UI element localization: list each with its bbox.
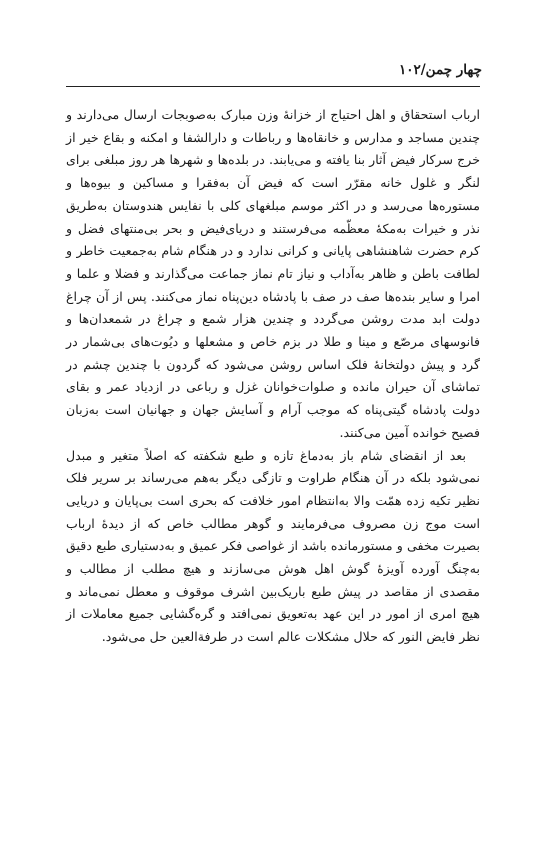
- paragraph: بعد از انقضای شام باز به‌دماغ تازه و طبع شکفته که اصلاً متغیر و مبدل نمی‌شود بلکه در آن هنگام طراوت و تازگی دیگر به‌هم می‌رساند بر سریر فلک نظیر تکیه زده همّت والا به‌انتظام امور خلافت که بحری است بی‌پایان و دریایی است موج زن مصروف می‌فرمایند و گوهر مطالب خاص که از دیدهٔ ارباب بصیرت مخفی و مستورمانده باشد از غواصی فکر عمیق و به‌دستیاری طبع دقیق به‌چنگ آورده آویزهٔ گوش اهل هوش می‌سازند و هیچ مطلب از مطالب و مقصدی از مقاصد در پیش طبع باریک‌بین اشرف موقوف و معطل نمی‌ماند و هیچ امری از امور در این عهد به‌تعویق نمی‌افتد و گره‌گشایی جمیع معاملات از نظر فایض النور که حلال مشکلات عالم است در طرفةالعین حل می‌شود.: [66, 447, 480, 645]
- paragraph: ارباب استحقاق و اهل احتیاج از خزانهٔ وزن مبارک به‌صوبجات ارسال می‌دارند و چندین مساجد و مدارس و خانقاه‌ها و رباطات و دارالشفا و امکنه و بقاع خیر از خرج سرکار فیض آثار بنا یافته و می‌یابند. در بلده‌ها و شهرها هر روز مبلغی برای لنگر و غلول خانه مقرّر است که فیض آن به‌فقرا و مساکین و بیوه‌ها و مستوره‌ها می‌رسد و در اکثر موسم مبلغهای کلی با نفایس هندوستان به‌طریق نذر و خیرات به‌مکهٔ معظّمه می‌فرستند و دریای‌فیض و بحر بی‌منتهای فضل و کرم حضرت شاهنشاهی پایانی و کرانی ندارد و در هنگام شام به‌جمعیت خاطر و لطافت باطن و ظاهر به‌آداب و نیاز تام نماز جماعت می‌گذارند و فضلا و علما و امرا و سایر بنده‌ها صف در صف با پادشاه دین‌پناه نماز می‌کنند. پس از آن چراغ دولت ابد مدت روشن می‌گردد و چندین هزار شمع و چراغ در شمعدان‌ها و فانوسهای مرصّع و مینا و طلا در بزم خاص و مشعلها و دیُوت‌های بی‌شمار در گرد و پیش دولتخانهٔ فلک اساس روشن می‌شود که گردون با چندین چشم در تماشای آن حیران مانده و صلوات‌خوانان غزل و رباعی در ازدیاد عمر و بقای دولت پادشاه گیتی‌پناه که موجب آرام و آسایش جهان و جهانیان است به‌زبان فصیح خوانده آمین می‌کنند.: [66, 107, 480, 440]
- running-header: چهار چمن/۱۰۲: [398, 62, 482, 78]
- body-text: [66, 104, 480, 649]
- header-rule: [66, 86, 480, 87]
